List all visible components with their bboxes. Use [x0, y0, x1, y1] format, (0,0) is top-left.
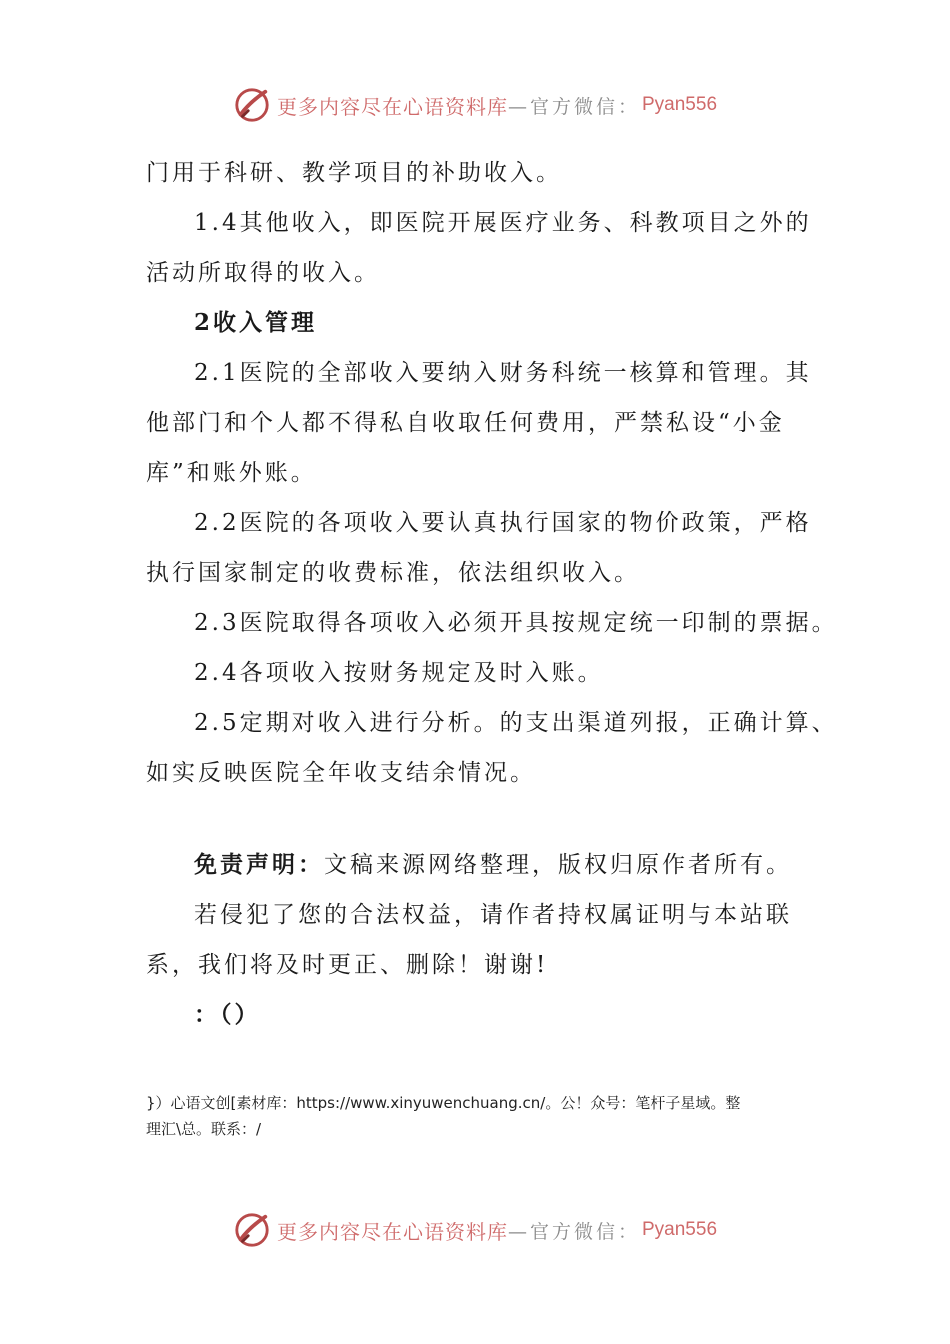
disclaimer-line: ：（） — [194, 1002, 261, 1028]
disclaimer-line: 系，我们将及时更正、删除！谢谢! — [146, 952, 549, 978]
body-line: 门用于科研、教学项目的补助收入。 — [146, 160, 562, 186]
disclaimer-line — [146, 840, 826, 890]
body-line: 活动所取得的收入。 — [146, 260, 380, 286]
body-line: 2.3医院取得各项收入必须开具按规定统一印制的票据。 — [194, 610, 838, 636]
body-line: 他部门和个人都不得私自收取任何费用，严禁私设“小金 — [146, 410, 785, 436]
footnote — [146, 1090, 826, 1142]
body-line: 2.4各项收入按财务规定及时入账。 — [194, 660, 604, 686]
disclaimer-text: 文稿来源网络整理，版权归原作者所有。 — [324, 852, 792, 878]
disclaimer-label: 免责声明： — [194, 852, 324, 878]
spacer — [146, 798, 826, 840]
footnote-line: 理汇\总。联系：/ — [146, 1120, 262, 1138]
banner-wechat-id: Pyan556 — [642, 94, 718, 115]
footnote-line: }）心语文创[素材库：https://www.xinyuwenchuang.cn/。公！众号：笔杆子星域。整 — [146, 1094, 741, 1112]
section-heading: 2收入管理 — [194, 309, 318, 336]
banner-title: 更多内容尽在心语资料库 — [276, 1219, 508, 1244]
banner-wechat-id: Pyan556 — [642, 1219, 718, 1240]
pen-logo-icon — [233, 86, 271, 124]
banner-subtitle: —官方微信： — [507, 95, 640, 118]
body-line: 2.1医院的全部收入要纳入财务科统一核算和管理。其 — [194, 360, 812, 386]
body-line: 执行国家制定的收费标准，依法组织收入。 — [146, 560, 640, 586]
pen-logo-icon — [233, 1211, 271, 1249]
body-line: 如实反映医院全年收支结余情况。 — [146, 760, 536, 786]
footer-banner — [0, 1205, 950, 1255]
body-line: 2.5定期对收入进行分析。的支出渠道列报，正确计算、 — [194, 710, 838, 736]
body-line: 库”和账外账。 — [146, 460, 317, 486]
body-line: 2.2医院的各项收入要认真执行国家的物价政策，严格 — [194, 510, 812, 536]
banner-title: 更多内容尽在心语资料库 — [276, 94, 508, 119]
document-body — [146, 148, 838, 1040]
body-line: 1.4其他收入，即医院开展医疗业务、科教项目之外的 — [194, 210, 812, 236]
disclaimer-line: 若侵犯了您的合法权益，请作者持权属证明与本站联 — [194, 902, 792, 928]
banner-subtitle: —官方微信： — [507, 1220, 640, 1243]
header-banner — [0, 80, 950, 130]
